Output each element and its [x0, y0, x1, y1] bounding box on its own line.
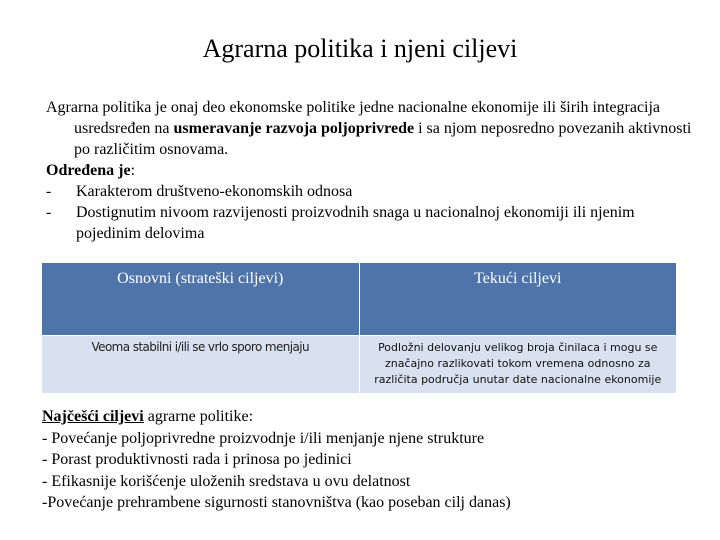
definition-paragraph: [46, 97, 696, 160]
common-goals-label: Najčešći ciljevi: [42, 408, 144, 425]
determined-by-colon: :: [130, 162, 136, 179]
definition-text-2: i sa njom neposredno povezanih aktivnosti po različitim osnovama.: [74, 120, 692, 158]
determined-by-item: [46, 202, 696, 244]
goals-table: [41, 262, 677, 394]
table-cell-current: Podložni delovanju velikog broja činilaca i mogu se značajno razlikovati tokom vremena odnosno za različita područja unutar date nacionalne ekonomije: [359, 336, 677, 394]
definition-block: [46, 97, 696, 244]
determined-by-item: [46, 181, 696, 202]
list-item: -Povećanje prehrambene sigurnosti stanovništva (kao poseban cilj danas): [42, 494, 511, 511]
definition-emphasis: usmeravanje razvoja poljoprivrede: [173, 120, 415, 137]
bullet-text: Dostignutim nivoom razvijenosti proizvodnih snaga u nacionalnoj ekonomiji ili njenim pojedinim delovima: [76, 204, 635, 242]
bullet-dash: -: [46, 183, 52, 200]
header-strategic-goals: Osnovni (strateški ciljevi): [117, 270, 284, 287]
determined-by-heading: [46, 160, 696, 181]
determined-by-label: Određena je: [46, 162, 131, 179]
header-current-goals: Tekući ciljevi: [474, 270, 562, 287]
table-row: [42, 336, 677, 394]
slide-title: Agrarna politika i njeni ciljevi: [202, 34, 518, 63]
bullet-dash: -: [46, 204, 52, 221]
list-item: - Porast produktivnosti rada i prinosa po jedinici: [42, 451, 352, 468]
common-goals-label-rest: agrarne politike:: [143, 408, 254, 425]
definition-text-1: Agrarna politika je onaj deo ekonomske politike jedne nacionalne ekonomije ili širih integracija usredsređen na: [46, 99, 661, 137]
table-cell-strategic: Veoma stabilni i/ili se vrlo sporo menjaju: [42, 336, 360, 394]
common-goals-block: [42, 406, 692, 514]
list-item: - Povećanje poljoprivredne proizvodnje i/ili menjanje njene strukture: [42, 429, 485, 447]
table-header-row: [42, 263, 677, 336]
list-item: - Efikasnije korišćenje uloženih sredstava u ovu delatnost: [42, 472, 411, 490]
common-goals-heading: [42, 406, 692, 428]
table-header-cell: [42, 263, 360, 336]
bullet-text: Karakterom društveno-ekonomskih odnosa: [76, 183, 353, 200]
table-header-cell: [359, 263, 677, 336]
